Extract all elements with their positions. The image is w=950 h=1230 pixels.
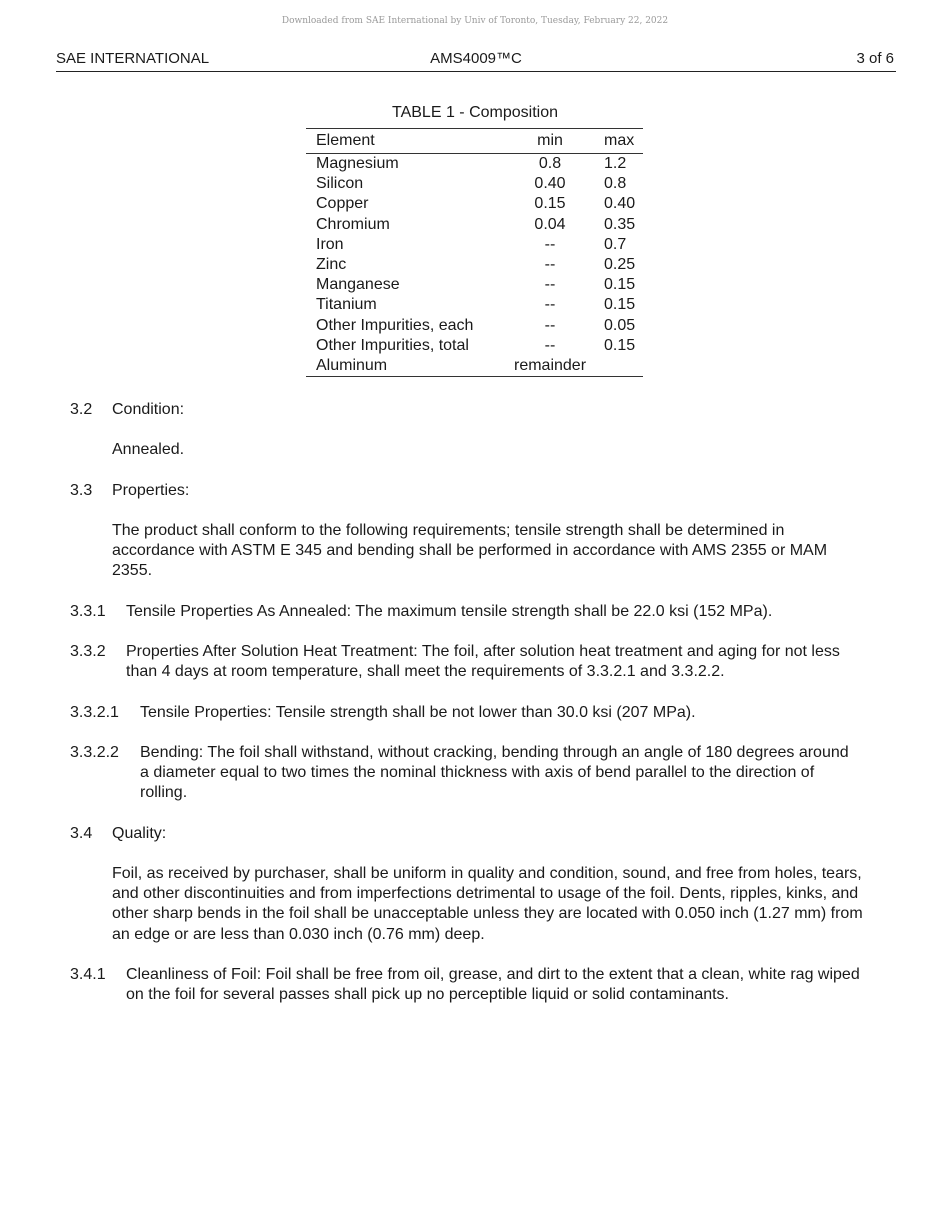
cell-max: 0.25 — [604, 256, 636, 274]
cell-min: 0.04 — [534, 215, 566, 233]
section-number-3-3-2-1: 3.3.2.1 — [70, 704, 119, 721]
section-title-condition: Condition: — [112, 401, 185, 418]
cell-element: Titanium — [316, 296, 377, 314]
cell-min: -- — [544, 316, 556, 334]
section-number-3-3: 3.3 — [70, 482, 93, 499]
cell-min: -- — [544, 256, 556, 274]
cell-min: -- — [544, 235, 556, 253]
table-row — [306, 316, 643, 336]
cell-element: Silicon — [316, 175, 364, 193]
cell-max: 1.2 — [604, 155, 627, 172]
header-page-number: 3 of 6 — [856, 50, 894, 67]
cell-max: 0.15 — [604, 336, 636, 354]
cell-element: Aluminum — [306, 356, 506, 377]
cell-element: Copper — [316, 195, 369, 213]
cell-element: Iron — [316, 235, 344, 253]
page-header — [56, 49, 896, 72]
bending-text: Bending: The foil shall withstand, without cracking, bending through an angle of 180 degrees around a diameter equal to two times the nominal thickness with axis of bend parallel to the direction of rolling. — [140, 744, 849, 802]
tensile-annealed-text: Tensile Properties As Annealed: The maximum tensile strength shall be 22.0 ksi (152 MPa). — [126, 603, 773, 620]
table-row — [306, 154, 643, 175]
cell-element: Other Impurities, each — [316, 316, 474, 334]
table-header-row — [306, 129, 643, 154]
cleanliness-text: Cleanliness of Foil: Foil shall be free from oil, grease, and dirt to the extent that a clean, white rag wiped on the foil for several passes shall pick up no perceptible liquid or solid contaminants. — [126, 966, 860, 1004]
cell-min: -- — [544, 276, 556, 294]
cell-min: -- — [544, 296, 556, 314]
table-row — [306, 295, 643, 315]
cell-element: Manganese — [316, 276, 400, 294]
properties-text: The product shall conform to the following requirements; tensile strength shall be determined in accordance with ASTM E 345 and bending shall be performed in accordance with AMS 2355 or MAM 2355. — [112, 522, 828, 580]
section-title-properties: Properties: — [112, 482, 190, 499]
cell-max — [594, 356, 643, 377]
section-number-3-4: 3.4 — [70, 825, 93, 842]
table-row — [306, 356, 643, 377]
cell-max: 0.40 — [604, 195, 636, 213]
table-row — [306, 194, 643, 214]
table-row — [306, 255, 643, 275]
table-row — [306, 235, 643, 255]
header-organization: SAE INTERNATIONAL — [56, 50, 210, 67]
composition-table — [306, 128, 643, 377]
header-document-id: AMS4009™C — [430, 50, 522, 67]
cell-element: Chromium — [316, 215, 390, 233]
table-row — [306, 336, 643, 356]
column-header-min: min — [506, 129, 594, 154]
section-number-3-2: 3.2 — [70, 401, 93, 418]
cell-min: 0.15 — [534, 195, 566, 213]
cell-max: 0.7 — [604, 235, 627, 253]
section-title-quality: Quality: — [112, 825, 167, 842]
cell-element: Other Impurities, total — [316, 336, 469, 354]
cell-max: 0.05 — [604, 316, 636, 334]
column-header-element: Element — [306, 129, 506, 154]
section-number-3-3-1: 3.3.1 — [70, 603, 106, 620]
column-header-max: max — [594, 129, 643, 154]
cell-max: 0.15 — [604, 296, 636, 314]
condition-text: Annealed. — [112, 441, 185, 458]
solution-heat-treatment-text: Properties After Solution Heat Treatment: The foil, after solution heat treatment and aging for not less than 4 days at room temperature, shall meet the requirements of 3.3.2.1 and 3.3.2.2. — [126, 643, 840, 681]
cell-min: 0.8 — [538, 155, 562, 172]
tensile-strength-text: Tensile Properties: Tensile strength shall be not lower than 30.0 ksi (207 MPa). — [140, 704, 696, 721]
cell-min: remainder — [506, 356, 594, 377]
table-row — [306, 215, 643, 235]
section-number-3-3-2: 3.3.2 — [70, 643, 106, 660]
cell-max: 0.15 — [604, 276, 636, 294]
quality-text: Foil, as received by purchaser, shall be uniform in quality and condition, sound, and free from holes, tears, and other discontinuities and from imperfections detrimental to usage of the foil. Dents, ripples, kinks, and other sharp bends in the foil shall be unacceptable unless they are located with 0.050 inch (1.27 mm) from an edge or are less than 0.030 inch (0.76 mm) deep. — [112, 865, 863, 943]
cell-min: 0.40 — [534, 175, 566, 193]
table-title: TABLE 1 - Composition — [392, 104, 558, 121]
cell-element: Magnesium — [316, 155, 399, 172]
cell-min: -- — [544, 336, 556, 354]
cell-element: Zinc — [316, 256, 347, 274]
section-number-3-3-2-2: 3.3.2.2 — [70, 744, 119, 761]
table-row — [306, 174, 643, 194]
cell-max: 0.8 — [604, 175, 627, 193]
download-watermark: Downloaded from SAE International by Univ of Toronto, Tuesday, February 22, 2022 — [281, 16, 669, 26]
section-number-3-4-1: 3.4.1 — [70, 966, 106, 983]
cell-max: 0.35 — [604, 215, 636, 233]
table-row — [306, 275, 643, 295]
